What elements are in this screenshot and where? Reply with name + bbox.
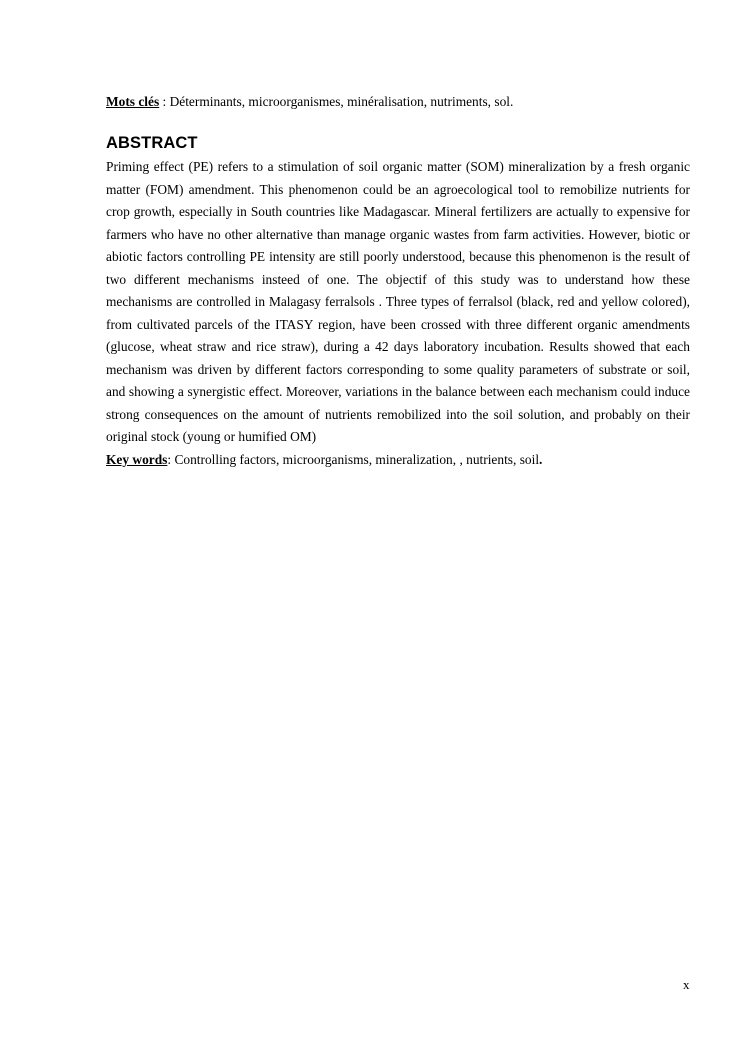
mots-cles-label: Mots clés — [106, 94, 160, 109]
mots-cles-text: Déterminants, microorganismes, minéralisation, nutriments, sol. — [169, 94, 514, 109]
key-words-line — [106, 449, 690, 472]
key-words-label: Key words — [106, 451, 168, 467]
key-words-text: Controlling factors, microorganisms, mineralization, , nutrients, soil — [174, 451, 540, 467]
document-page — [106, 92, 690, 471]
mots-cles-line — [106, 92, 690, 112]
key-words-end-mark: . — [539, 451, 543, 467]
page-number: x — [683, 977, 690, 992]
key-words-separator: : — [167, 451, 175, 467]
abstract-body: Priming effect (PE) refers to a stimulation of soil organic matter (SOM) mineralization by a fresh organic matter (FOM) amendment. This phenomenon could be an agroecological tool to remobilize nutrients for crop growth, especially in South countries like Madagascar. Mineral fertilizers are actually to expensive for farmers who have no other alternative than manage organic wastes from farm activities. However, biotic or abiotic factors controlling PE intensity are still poorly understood, because this phenomenon is the result of two different mechanisms insteed of one. The objectif of this study was to understand how these mechanisms are controlled in Malagasy ferralsols . Three types of ferralsol (black, red and yellow colored), from cultivated parcels of the ITASY region, have been crossed with three different organic amendments (glucose, wheat straw and rice straw), during a 42 days laboratory incubation. Results showed that each mechanism was driven by different factors corresponding to some quality parameters of substrate or soil, and showing a synergistic effect. Moreover, variations in the balance between each mechanism could induce strong consequences on the amount of nutrients remobilized into the soil solution, and probably on their original stock (young or humified OM) — [106, 159, 690, 444]
mots-cles-separator: : — [159, 94, 170, 109]
abstract-heading: ABSTRACT — [106, 134, 198, 152]
